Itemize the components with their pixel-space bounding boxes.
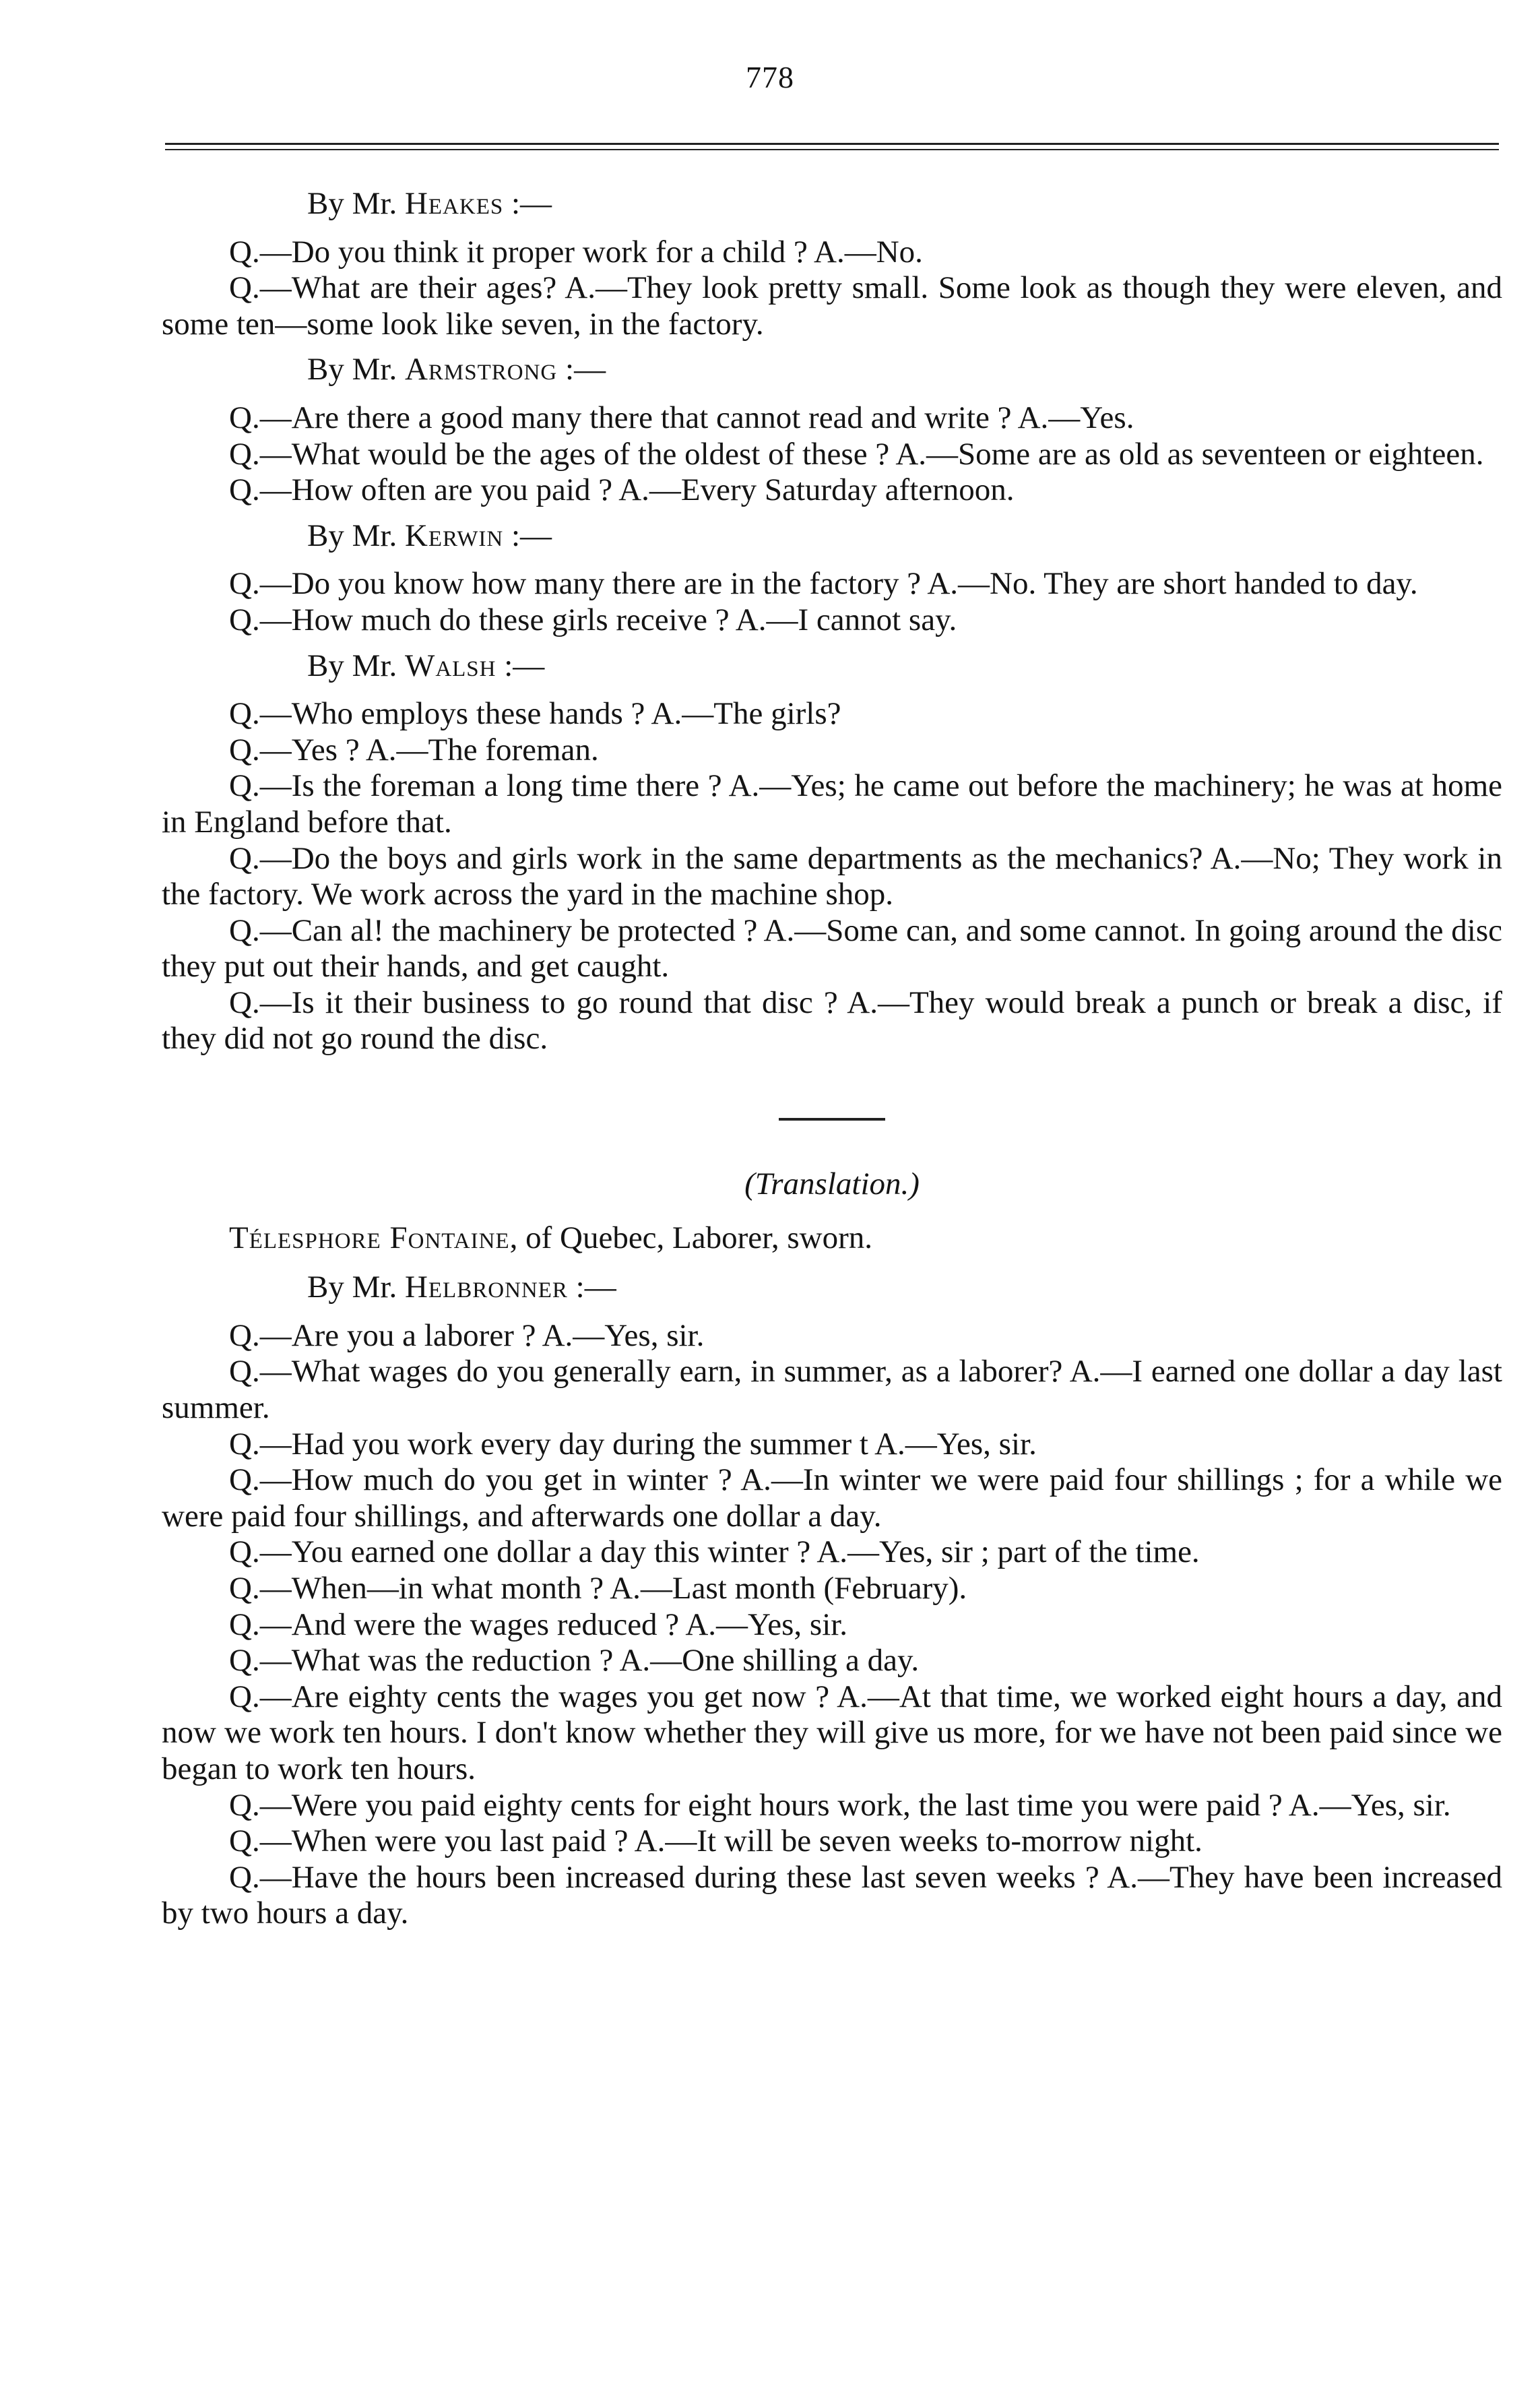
examiner-heading: By Mr. Kerwin :— bbox=[307, 518, 552, 553]
qa-line: Q.—Who employs these hands ? A.—The girls? bbox=[229, 696, 841, 732]
qa-line: Q.—Were you paid eighty cents for eight hours work, the last time you were paid ? A.—Yes, sir. bbox=[229, 1787, 1451, 1823]
section-divider bbox=[779, 1118, 885, 1121]
qa-line: Q.—Do you think it proper work for a child ? A.—No. bbox=[229, 234, 923, 270]
examiner-heading: By Mr. Walsh :— bbox=[307, 648, 545, 683]
qa-line: Q.—Is the foreman a long time there ? A.—Yes; he came out before the machinery; he was at home in England before that. bbox=[162, 768, 1502, 840]
examiner-name: Walsh bbox=[404, 648, 496, 683]
qa-line: Q.—What are their ages? A.—They look pretty small. Some look as though they were eleven, and some ten—some look like seven, in the factory. bbox=[162, 270, 1502, 342]
examiner-name: Heakes bbox=[404, 186, 504, 221]
qa-line: Q.—Yes ? A.—The foreman. bbox=[229, 732, 599, 768]
qa-line: Q.—Have the hours been increased during these last seven weeks ? A.—They have been increased by two hours a day. bbox=[162, 1859, 1502, 1931]
qa-line: Q.—Is it their business to go round that disc ? A.—They would break a punch or break a disc, if they did not go round the disc. bbox=[162, 984, 1502, 1057]
examination-group-walsh bbox=[162, 648, 1502, 1058]
qa-line: Q.—And were the wages reduced ? A.—Yes, sir. bbox=[229, 1606, 848, 1642]
examiner-name: Armstrong bbox=[404, 352, 558, 387]
examination-group-kerwin bbox=[162, 518, 1502, 639]
translation-label: (Translation.) bbox=[744, 1166, 920, 1202]
qa-line: Q.—When were you last paid ? A.—It will be seven weeks to-morrow night. bbox=[229, 1823, 1202, 1859]
qa-line: Q.—What would be the ages of the oldest of these ? A.—Some are as old as seventeen or eighteen. bbox=[229, 436, 1484, 472]
header-double-rule bbox=[165, 143, 1499, 150]
examiner-heading: By Mr. Heakes :— bbox=[307, 186, 552, 221]
witness-description: , of Quebec, Laborer, sworn. bbox=[509, 1220, 873, 1255]
examiner-heading: By Mr. Helbronner :— bbox=[307, 1270, 616, 1305]
examiner-heading: By Mr. Armstrong :— bbox=[307, 352, 606, 387]
qa-line: Q.—When—in what month ? A.—Last month (February). bbox=[229, 1571, 967, 1606]
qa-line: Q.—You earned one dollar a day this winter ? A.—Yes, sir ; part of the time. bbox=[229, 1534, 1200, 1570]
page-number: 778 bbox=[746, 60, 794, 94]
witness-line bbox=[162, 1220, 1502, 1257]
qa-line: Q.—How much do these girls receive ? A.—I cannot say. bbox=[229, 602, 957, 637]
qa-line: Q.—Had you work every day during the summer t A.—Yes, sir. bbox=[229, 1426, 1037, 1462]
qa-line: Q.—How much do you get in winter ? A.—In winter we were paid four shillings ; for a while we were paid four shillings, and afterwards one dollar a day. bbox=[162, 1462, 1502, 1534]
qa-line: Q.—Are eighty cents the wages you get now ? A.—At that time, we worked eight hours a day, and now we work ten hours. I don't know whether they will give us more, for we have not been paid since we began to work ten hours. bbox=[162, 1679, 1502, 1786]
examiner-name: Kerwin bbox=[404, 518, 504, 553]
examination-group-armstrong bbox=[162, 352, 1502, 508]
qa-line: Q.—Are you a laborer ? A.—Yes, sir. bbox=[229, 1317, 705, 1353]
examination-group-helbronner bbox=[162, 1270, 1502, 1932]
qa-line: Q.—How often are you paid ? A.—Every Saturday afternoon. bbox=[229, 472, 1015, 508]
qa-line: Q.—Are there a good many there that cannot read and write ? A.—Yes. bbox=[229, 400, 1134, 435]
qa-line: Q.—What wages do you generally earn, in summer, as a laborer? A.—I earned one dollar a day last summer. bbox=[162, 1354, 1502, 1426]
qa-line: Q.—What was the reduction ? A.—One shilling a day. bbox=[229, 1643, 920, 1679]
witness-name: Télesphore Fontaine bbox=[229, 1220, 510, 1255]
examiner-name: Helbronner bbox=[404, 1270, 568, 1305]
page-body bbox=[162, 177, 1502, 1932]
qa-line: Q.—Can al! the machinery be protected ? A.—Some can, and some cannot. In going around the disc they put out their hands, and get caught. bbox=[162, 912, 1502, 984]
qa-line: Q.—Do the boys and girls work in the same departments as the mechanics? A.—No; They work in the factory. We work across the yard in the machine shop. bbox=[162, 840, 1502, 912]
examination-group-heakes bbox=[162, 186, 1502, 342]
qa-line: Q.—Do you know how many there are in the factory ? A.—No. They are short handed to day. bbox=[229, 566, 1418, 602]
